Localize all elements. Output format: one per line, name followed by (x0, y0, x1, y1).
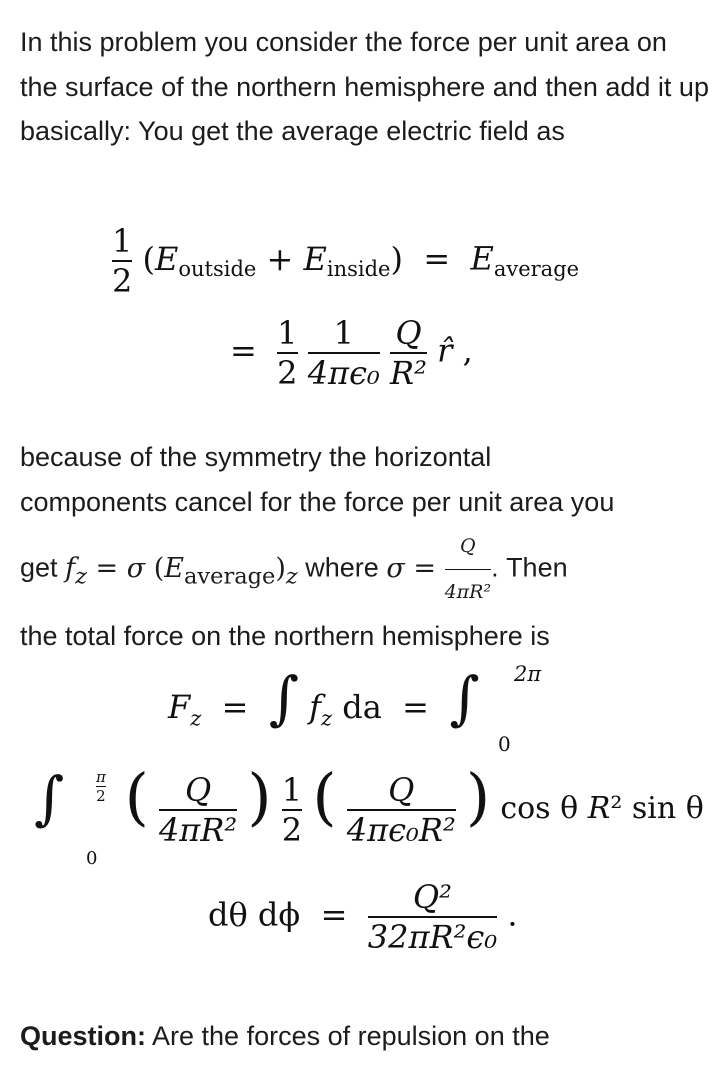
fz-equation: $f_z = \sigma$ $(E_{average})_z$ (65, 552, 298, 589)
inside-subscript: inside (326, 256, 391, 281)
r-hat: r̂ (437, 331, 453, 370)
cos-sin-term: cos θ R² sin θ (500, 791, 704, 826)
equation-average-field-line2: = $\frac{1}{2}$ $\frac{1}{\text{4πϵ₀}}$ $\frac{Q}{\text{R²}}$ r̂ , (230, 314, 473, 392)
lower-limit-0: 0 (498, 732, 511, 756)
equation-average-field-line1: $\frac{1}{2}$ (Eoutside + Einside) = Eaverage (112, 222, 580, 300)
intro-paragraph (20, 20, 710, 154)
equation-total-force-line2: ∫ π 2 0 ( $\frac{Q}{\text{4πR²}}$ ) $\frac{1}{2}$ ( $\frac{Q}{\text{4πϵ₀R²}}$ ) cos θ R² sin θ (34, 760, 704, 869)
equation-total-force-line3: dθ dϕ = $\frac{\text{Q²}}{\text{32πR²ϵ₀}}$ . (208, 878, 518, 956)
question-label: Question: (20, 1021, 146, 1051)
middle-paragraph: because of the symmetry the horizontal components cancel for the force per unit area you get $f_z = \sigma$ $(E_{average})_z$ where σ = $\frac{Q}{\text{4πR²}}$ . Then the total force on the northern hemisphere is (20, 442, 615, 651)
outside-subscript: outside (178, 256, 257, 281)
equation-total-force-line1: $F_z$ = ∫ $f_z$ da = ∫ 2π 0 (168, 662, 542, 756)
half-fraction: $\frac{1}{2}$ (112, 222, 133, 300)
upper-limit-2pi: 2π (514, 662, 542, 686)
integral-sign: ∫ (268, 664, 299, 732)
sigma-equation: σ = $\frac{Q}{\text{4πR²}}$ (386, 553, 491, 584)
integral-sign-phi: ∫ (449, 664, 480, 732)
question-paragraph (20, 1014, 710, 1059)
upper-limit-pi-half: π 2 (96, 768, 106, 805)
integral-sign-theta: ∫ (34, 764, 65, 832)
result-fraction: $\frac{\text{Q²}}{\text{32πR²ϵ₀}}$ (367, 878, 498, 956)
question-text: Are the forces of repulsion on the (146, 1021, 550, 1051)
average-subscript: average (493, 256, 580, 281)
intro-text: In this problem you consider the force per unit area on the surface of the northern hemisphere and then add it up basically: You get the average electric field as (20, 27, 709, 146)
